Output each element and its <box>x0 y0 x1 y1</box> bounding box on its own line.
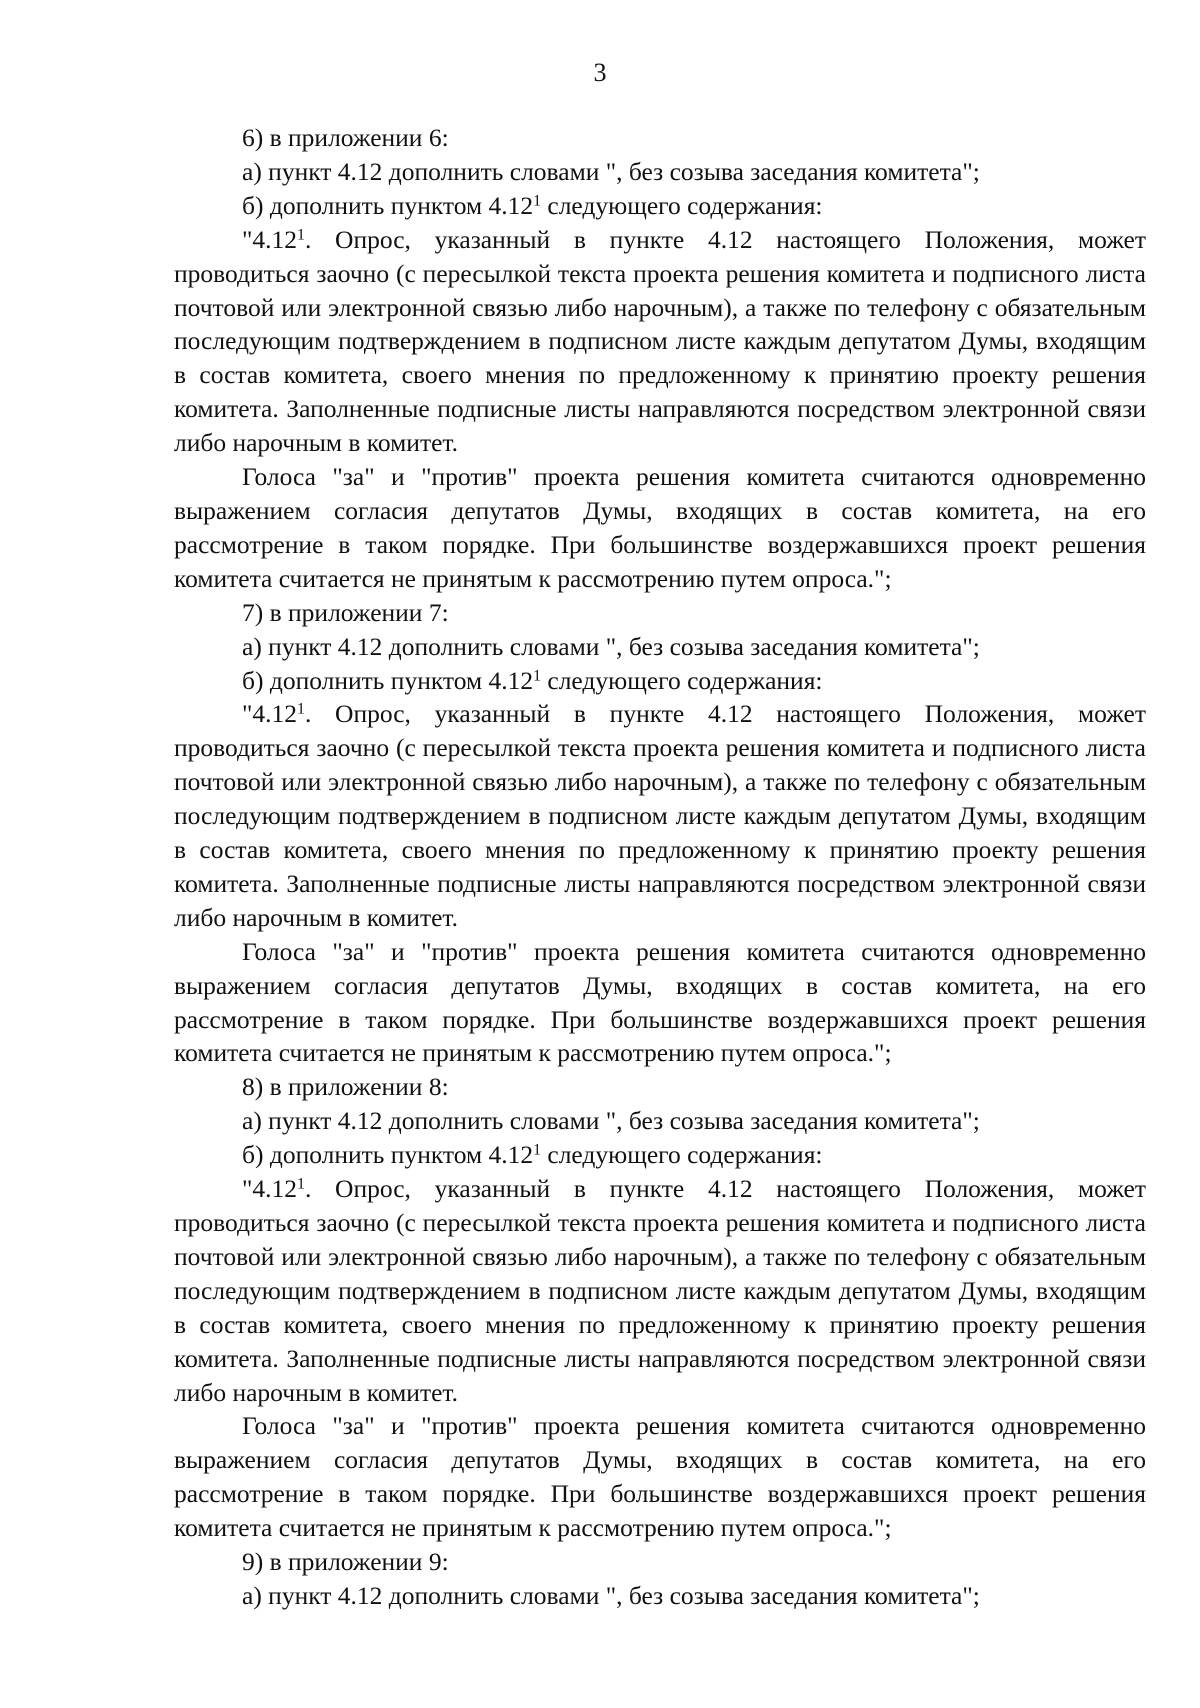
voting-clause: Голоса "за" и "против" проекта решения комитета считаются одновременно выражением согласия депутатов Думы, входящих в состав комитета, на его рассмотрение в таком порядке. При большинстве воздержавшихся проект решения комитета считается не принятым к рассмотрению путем опроса."; <box>174 1411 1146 1543</box>
quoted-clause: "4.12$^1$. Опрос, указанный в пункте 4.12 настоящего Положения, может проводиться заочно (с пересылкой текста проекта решения комитета и подписного листа почтовой или электронной связью либо нарочным), а также по телефону с обязательным последующим подтверждением в подписном листе каждым депутатом Думы, входящим в состав комитета, своего мнения по предложенному к принятию проекту решения комитета. Заполненные подписные листы направляются посредством электронной связи либо нарочным в комитет. <box>174 1174 1146 1407</box>
quoted-clause: "4.12$^1$. Опрос, указанный в пункте 4.12 настоящего Положения, может проводиться заочно (с пересылкой текста проекта решения комитета и подписного листа почтовой или электронной связью либо нарочным), а также по телефону с обязательным последующим подтверждением в подписном листе каждым депутатом Думы, входящим в состав комитета, своего мнения по предложенному к принятию проекту решения комитета. Заполненные подписные листы направляются посредством электронной связи либо нарочным в комитет. <box>174 224 1146 458</box>
page-number: 3 <box>593 58 607 87</box>
amendment-item-a: а) пункт 4.12 дополнить словами ", без созыва заседания комитета"; <box>242 631 980 661</box>
amendment-heading: 6) в приложении 6: <box>242 123 449 152</box>
document-body <box>174 121 1146 1613</box>
voting-clause: Голоса "за" и "против" проекта решения комитета считаются одновременно выражением согласия депутатов Думы, входящих в состав комитета, на его рассмотрение в таком порядке. При большинстве воздержавшихся проект решения комитета считается не принятым к рассмотрению путем опроса."; <box>174 936 1146 1068</box>
quoted-clause: "4.12$^1$. Опрос, указанный в пункте 4.12 настоящего Положения, может проводиться заочно (с пересылкой текста проекта решения комитета и подписного листа почтовой или электронной связью либо нарочным), а также по телефону с обязательным последующим подтверждением в подписном листе каждым депутатом Думы, входящим в состав комитета, своего мнения по предложенному к принятию проекту решения комитета. Заполненные подписные листы направляются посредством электронной связи либо нарочным в комитет. <box>174 699 1146 932</box>
amendment-item-a: а) пункт 4.12 дополнить словами ", без созыва заседания комитета"; <box>242 1106 980 1136</box>
amendment-heading: 8) в приложении 8: <box>242 1072 449 1102</box>
voting-clause: Голоса "за" и "против" проекта решения комитета считаются одновременно выражением согласия депутатов Думы, входящих в состав комитета, на его рассмотрение в таком порядке. При большинстве воздержавшихся проект решения комитета считается не принятым к рассмотрению путем опроса."; <box>174 462 1146 593</box>
amendment-heading: 9) в приложении 9: <box>242 1547 449 1577</box>
amendment-item-b: б) дополнить пунктом 4.12$^1$ следующего содержания: <box>242 190 823 220</box>
amendment-item-a: а) пункт 4.12 дополнить словами ", без созыва заседания комитета"; <box>242 1580 980 1610</box>
amendment-item-a: а) пункт 4.12 дополнить словами ", без созыва заседания комитета"; <box>242 156 980 186</box>
amendment-heading: 7) в приложении 7: <box>242 597 449 627</box>
amendment-item-b: б) дополнить пунктом 4.12$^1$ следующего содержания: <box>242 1140 823 1170</box>
amendment-item-b: б) дополнить пунктом 4.12$^1$ следующего содержания: <box>242 665 823 695</box>
